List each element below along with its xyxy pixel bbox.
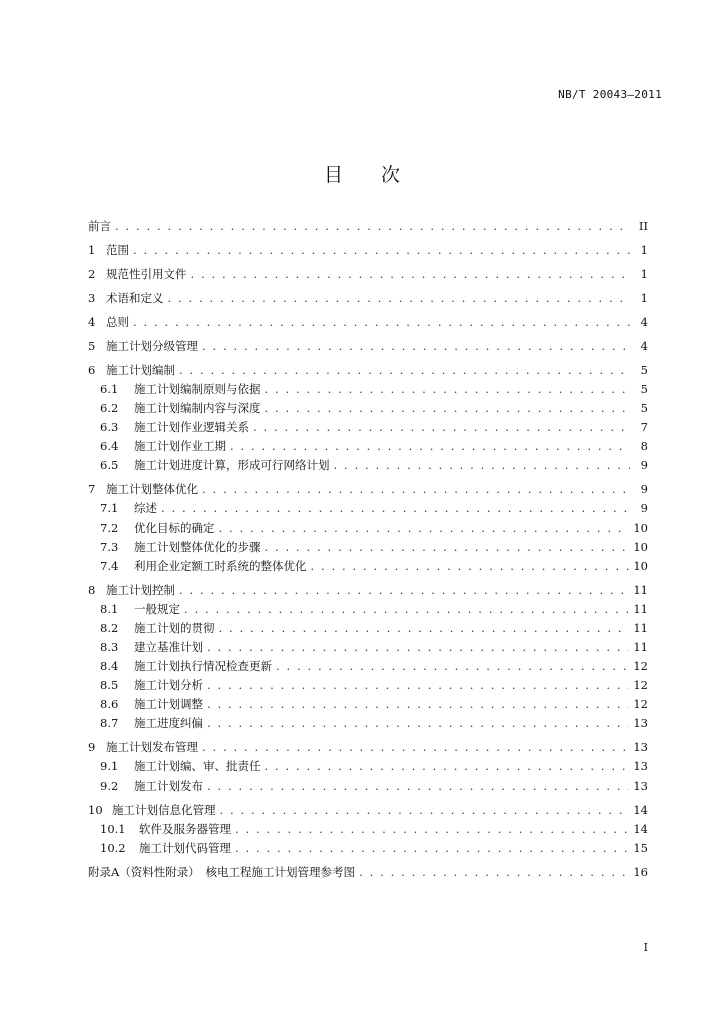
toc-entry-number: 8.1 [100,601,119,616]
toc-entry-page: 13 [633,740,648,755]
toc-entry-number: 8.7 [100,716,119,731]
toc-entry-page: 16 [633,864,648,879]
toc-entry-page: 5 [640,401,648,416]
toc-entry-number: 7.1 [100,501,119,516]
toc-dot-leader [161,501,630,515]
toc-dot-leader [179,363,630,377]
toc-entry[interactable] [88,500,648,519]
toc-entry-label: 施工计划编制内容与深度 [134,401,261,416]
toc-entry-label: 施工计划作业逻辑关系 [134,420,249,435]
toc-entry-page: 5 [640,382,648,396]
toc-dot-leader [253,420,630,434]
toc-entry-page: 1 [640,266,648,281]
page-title: 目次 [323,164,438,186]
toc-entry[interactable] [88,381,648,400]
toc-dot-leader [265,382,631,396]
toc-entry[interactable] [88,419,648,438]
toc-entry-label: 施工计划编制 [106,362,175,377]
toc-entry-label: 施工计划执行情况检查更新 [134,659,272,674]
toc-dot-leader [219,621,630,635]
toc-entry-page: 1 [640,290,648,305]
toc-entry-number: 6 [88,362,96,377]
toc-entry-number: 3 [88,290,96,305]
toc-dot-leader [235,822,629,836]
toc-entry-number: 10.1 [100,821,126,836]
toc-entry-page: 13 [633,778,648,793]
toc-entry-page: 13 [633,759,648,774]
toc-entry-page: 12 [633,659,648,674]
toc-entry-number: 9.2 [100,778,119,793]
toc-entry-number: 7.4 [100,558,119,573]
toc-dot-leader [334,458,631,472]
toc-dot-leader [202,740,629,754]
toc-entry-number: 8.3 [100,640,119,654]
toc-entry-number: 1 [88,242,96,257]
toc-entry-page: 10 [633,558,648,573]
toc-entry[interactable] [88,864,648,883]
toc-entry-page: 5 [640,362,648,377]
toc-dot-leader [359,865,629,879]
toc-entry-page: 11 [633,620,648,635]
toc-entry-label: 施工计划分级管理 [106,338,198,353]
toc-entry[interactable] [88,266,648,285]
toc-entry[interactable] [88,290,648,309]
toc-entry-number: 8.2 [100,620,119,635]
toc-entry-label: 施工计划进度计算，形成可行网络计划 [134,458,330,473]
toc-entry-label: 软件及服务器管理 [139,821,231,836]
toc-entry-page: 15 [633,840,648,855]
toc-entry-number: 9.1 [100,759,119,774]
toc-entry-label: 优化目标的确定 [134,520,215,535]
toc-entry-number: 5 [88,338,96,353]
toc-entry-label: 建立基准计划 [134,640,203,654]
toc-entry-page: 14 [633,802,648,817]
toc-dot-leader [207,779,629,793]
toc-entry-label: 施工计划整体优化 [106,482,198,497]
toc-dot-leader [265,401,631,415]
toc-entry[interactable] [88,840,648,859]
toc-dot-leader [191,267,631,281]
toc-entry[interactable] [88,362,648,381]
toc-entry-page: 13 [633,716,648,731]
toc-entry[interactable] [88,314,648,333]
toc-dot-leader [168,291,631,305]
toc-entry-page: 11 [633,582,648,597]
toc-entry-label: 施工计划调整 [134,697,203,712]
toc-entry[interactable] [88,338,648,357]
toc-entry-number: 7.3 [100,539,119,554]
toc-dot-leader [230,439,630,453]
toc-entry-page: 9 [640,458,648,473]
toc-entry-page: 4 [640,314,648,329]
toc-entry-number: 10 [88,802,103,817]
toc-dot-leader [207,640,629,654]
toc-entry[interactable] [88,677,648,696]
toc-dot-leader [115,219,630,233]
toc-entry-label: 施工计划编制原则与依据 [134,382,261,396]
toc-entry[interactable] [88,400,648,419]
toc-dot-leader [202,339,630,353]
toc-entry-number: 10.2 [100,840,126,855]
toc-dot-leader [179,583,629,597]
toc-dot-leader [311,559,630,573]
toc-entry-page: 4 [640,338,648,353]
toc-entry-label: 术语和定义 [106,290,164,305]
toc-entry-number: 6.1 [100,382,119,396]
toc-entry-page: 7 [640,420,648,435]
toc-dot-leader [207,678,629,692]
toc-entry[interactable] [88,639,648,658]
toc-entry-label: 施工计划整体优化的步骤 [134,539,261,554]
toc-entry-page: 14 [633,821,648,836]
toc-entry-label: 综述 [134,501,157,516]
toc-entry[interactable] [88,739,648,758]
toc-dot-leader [265,759,630,773]
toc-entry-label: 施工计划编、审、批责任 [134,759,261,774]
toc-entry-number: 8.5 [100,678,119,693]
toc-dot-leader [133,243,630,257]
toc-entry[interactable] [88,218,648,237]
toc-dot-leader [235,841,629,855]
toc-entry-label: 范围 [106,242,129,257]
toc-entry-page: II [638,219,648,233]
toc-entry-label: 施工计划的贯彻 [134,620,215,635]
toc-entry-number: 6.5 [100,458,119,473]
toc-entry-page: 10 [633,539,648,554]
toc-entry-label: 施工计划控制 [106,582,175,597]
page-number: I [643,941,648,954]
toc-dot-leader [265,540,630,554]
toc-entry[interactable] [88,601,648,620]
toc-entry-number: 8.6 [100,697,119,712]
toc-entry-label: 施工计划发布管理 [106,740,198,755]
toc-entry-page: 1 [640,242,648,257]
toc-entry[interactable] [88,658,648,677]
toc-entry-label: 附录A（资料性附录） 核电工程施工计划管理参考图 [88,864,356,879]
toc-entry-page: 10 [633,520,648,535]
toc-entry-number: 6.4 [100,439,119,454]
toc-entry[interactable] [88,520,648,539]
toc-entry[interactable] [88,438,648,457]
toc-entry-page: 8 [640,439,648,454]
toc-entry-page: 12 [633,678,648,693]
toc-entry-number: 2 [88,266,96,281]
toc-entry-label: 利用企业定额工时系统的整体优化 [134,558,307,573]
toc-dot-leader [207,697,629,711]
toc-entry-number: 6.3 [100,420,119,435]
toc-entry[interactable] [88,582,648,601]
toc-entry-number: 6.2 [100,401,119,416]
toc-entry[interactable] [88,620,648,639]
toc-dot-leader [219,521,630,535]
toc-entry[interactable] [88,778,648,797]
toc-entry[interactable] [88,457,648,476]
toc-entry-label: 施工计划发布 [134,778,203,793]
toc-entry[interactable] [88,558,648,577]
toc-dot-leader [184,602,629,616]
toc-entry[interactable] [88,242,648,261]
toc-entry[interactable] [88,821,648,840]
toc-entry[interactable] [88,802,648,821]
toc-entry[interactable] [88,539,648,558]
toc-entry-page: 11 [633,640,648,654]
toc-dot-leader [133,315,630,329]
toc-dot-leader [202,482,630,496]
toc-entry[interactable] [88,696,648,715]
toc-entry-label: 施工计划代码管理 [139,840,231,855]
toc-entry[interactable] [88,481,648,500]
toc-entry-number: 7 [88,482,96,497]
toc-entry-number: 4 [88,314,96,329]
toc-entry-label: 施工进度纠偏 [134,716,203,731]
table-of-contents [88,218,648,883]
toc-entry-label: 施工计划分析 [134,678,203,693]
toc-entry-page: 9 [640,501,648,516]
toc-entry-label: 一般规定 [134,601,180,616]
toc-dot-leader [276,659,629,673]
toc-entry-label: 总则 [106,314,129,329]
toc-entry-page: 9 [640,482,648,497]
toc-entry-number: 9 [88,740,96,755]
toc-dot-leader [207,716,629,730]
toc-entry-label: 前言 [88,219,111,233]
toc-entry-number: 8 [88,582,96,597]
toc-entry[interactable] [88,715,648,734]
toc-entry-number: 7.2 [100,520,119,535]
toc-dot-leader [220,803,630,817]
toc-entry-label: 施工计划信息化管理 [112,802,216,817]
standard-code: NB/T 20043—2011 [558,88,662,101]
toc-entry-label: 规范性引用文件 [106,266,187,281]
toc-entry-number: 8.4 [100,659,119,674]
toc-entry[interactable] [88,758,648,777]
toc-entry-page: 11 [633,601,648,616]
toc-entry-page: 12 [633,697,648,712]
toc-entry-label: 施工计划作业工期 [134,439,226,454]
